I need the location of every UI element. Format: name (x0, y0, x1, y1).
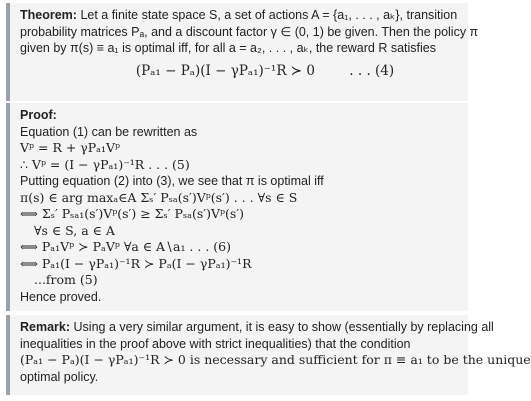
theorem-text-1: Let a finite state space S, a set of actions A = {a₁, . . . , aₖ}, transition (80, 8, 458, 22)
proof-line-3: ∴ Vᵖ = (I − γPₐ₁)⁻¹R . . . (5) (20, 156, 190, 172)
theorem-text-3: given by π(s) ≡ a₁ is optimal iff, for all a = a₂, . . . , aₖ, the reward R satisfies (20, 41, 436, 55)
proof-line-6: ⟺ Σₛ′ Pₛₐ₁(s′)Vᵖ(s′) ≥ Σₛ′ Pₛₐ(s′)Vᵖ(s′) (20, 206, 245, 221)
proof-line-2: Vᵖ = R + γPₐ₁Vᵖ (20, 140, 121, 155)
remark-heading: Remark: (20, 320, 71, 334)
theorem-block (6, 3, 479, 101)
remark-text-4: optimal policy. (20, 369, 99, 384)
proof-line-5: π(s) ∈ arg maxₐ∈A Σₛ′ Pₛₐ(s′)Vᵖ(s′) . . . ∀s ∈ S (20, 189, 298, 205)
theorem-heading: Theorem: (20, 8, 77, 22)
remark-block (6, 315, 531, 395)
proof-line-10: ...from (5) (34, 272, 98, 287)
proof-block (6, 103, 468, 311)
theorem-text-2: probability matrices Pₐ, and a discount factor γ ∈ (0, 1) be given. Then the policy π (20, 24, 479, 39)
remark-text-3: (Pₐ₁ − Pₐ)(I − γPₐ₁)⁻¹R ≻ 0 is necessary and sufficient for π ≡ a₁ to be the unique (20, 352, 531, 367)
proof-line-9: ⟺ Pₐ₁(I − γPₐ₁)⁻¹R ≻ Pₐ(I − γPₐ₁)⁻¹R (20, 255, 252, 271)
proof-line-8: ⟺ Pₐ₁Vᵖ ≻ PₐVᵖ ∀a ∈ A∖a₁ . . . (6) (20, 239, 231, 254)
proof-heading: Proof: (20, 108, 57, 122)
remark-line-1 (20, 319, 494, 336)
remark-text-2: inequalities in the proof above with strict inequalities) that the condition (20, 336, 411, 351)
proof-line-4: Putting equation (2) into (3), we see that π is optimal iff (20, 174, 324, 188)
theorem-equation-body: (Pₐ₁ − Pₐ)(I − γPₐ₁)⁻¹R ≻ 0 (135, 62, 315, 79)
theorem-equation-tag: . . . (4) (349, 62, 395, 79)
proof-line-11: Hence proved. (20, 289, 102, 304)
theorem-equation (20, 57, 460, 85)
proof-line-1: Equation (1) can be rewritten as (20, 124, 198, 139)
theorem-line-1 (20, 7, 460, 24)
remark-text-1: Using a very similar argument, it is easy to show (essentially by replacing all (73, 320, 494, 334)
proof-line-7: ∀s ∈ S, a ∈ A (34, 222, 115, 238)
